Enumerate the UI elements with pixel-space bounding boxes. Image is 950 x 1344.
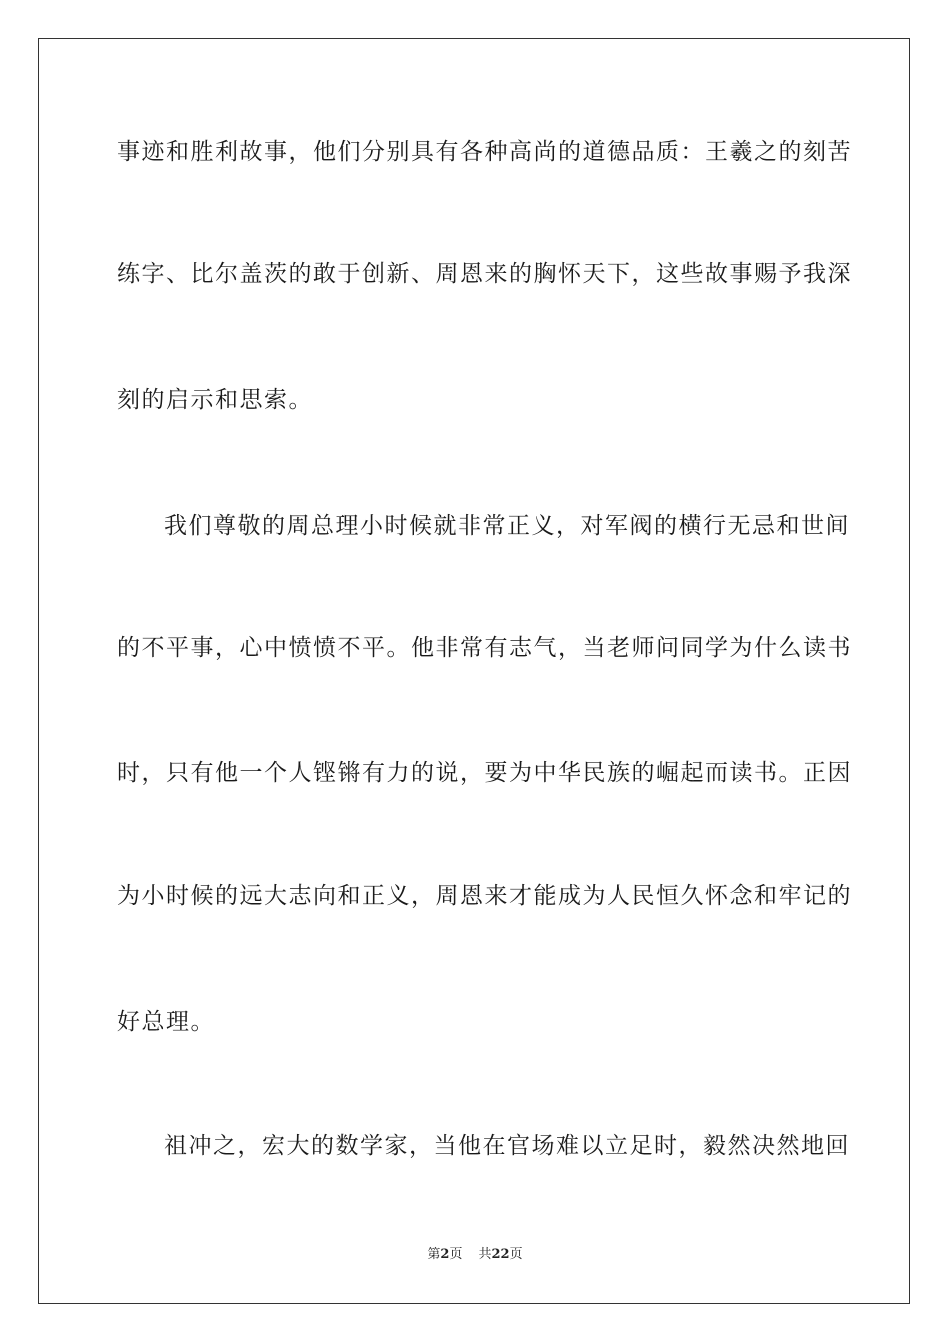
paragraph-2-line-5: 好总理。	[117, 1009, 215, 1035]
paragraph-2-line-1: 我们尊敬的周总理小时候就非常正义，对军阀的横行无忌和世间	[164, 513, 850, 539]
page-footer	[0, 1247, 950, 1263]
page-number: 2	[440, 1247, 450, 1262]
page-suffix: 页	[449, 1247, 463, 1262]
paragraph-2-line-2: 的不平事，心中愤愤不平。他非常有志气，当老师问同学为什么读书	[117, 635, 852, 661]
paragraph-1-line-1: 事迹和胜利故事，他们分别具有各种高尚的道德品质：王羲之的刻苦	[117, 139, 852, 165]
paragraph-2-line-3: 时，只有他一个人铿锵有力的说，要为中华民族的崛起而读书。正因	[117, 760, 852, 786]
page-prefix: 第	[427, 1247, 441, 1262]
paragraph-3-line-1: 祖冲之，宏大的数学家，当他在官场难以立足时，毅然决然地回	[164, 1133, 850, 1159]
page-border	[38, 38, 910, 1304]
paragraph-1-line-3: 刻的启示和思索。	[117, 387, 313, 413]
total-prefix: 共	[478, 1247, 492, 1262]
paragraph-2-line-4: 为小时候的远大志向和正义，周恩来才能成为人民恒久怀念和牢记的	[117, 883, 852, 909]
total-pages: 22	[491, 1247, 510, 1262]
total-suffix: 页	[509, 1247, 523, 1262]
paragraph-1-line-2: 练字、比尔盖茨的敢于创新、周恩来的胸怀天下，这些故事赐予我深	[117, 261, 852, 287]
